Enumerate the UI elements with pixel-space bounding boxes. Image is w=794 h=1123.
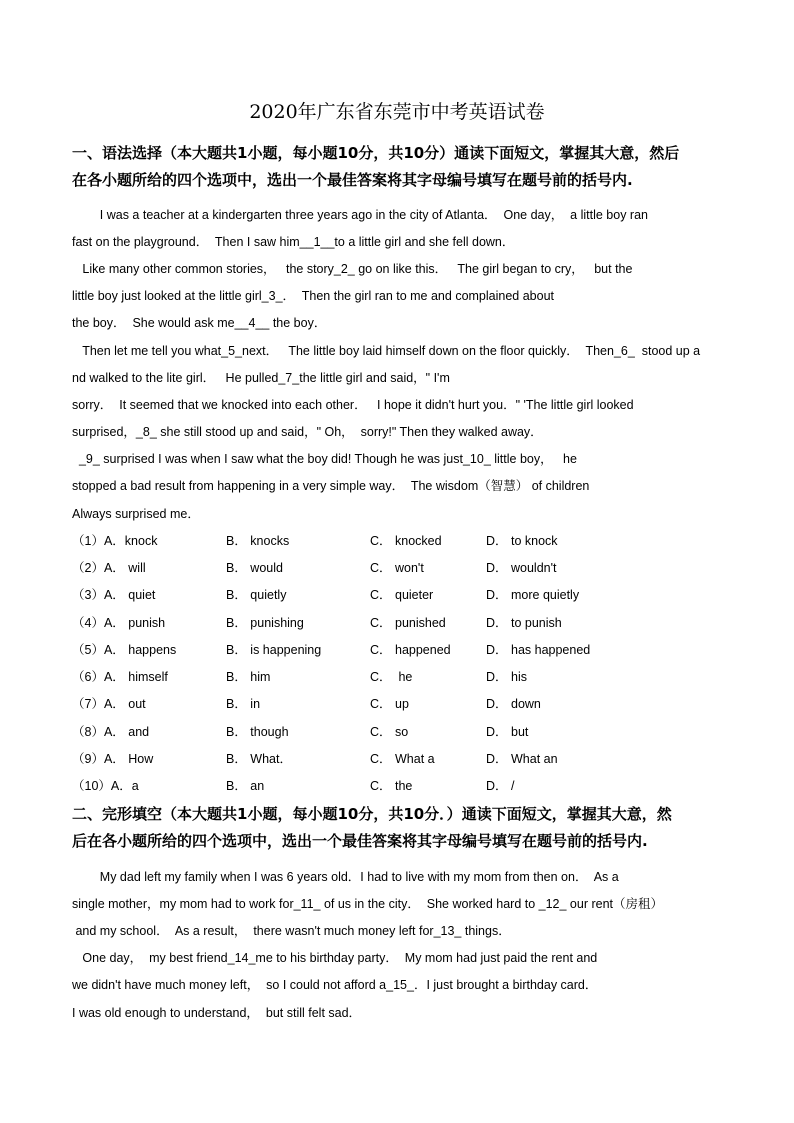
option-d: D． more quietly (486, 588, 580, 602)
option-b: B． punishing (226, 616, 304, 630)
option-d: D． has happened (486, 643, 591, 657)
option-d: D． to knock (486, 534, 558, 548)
passage-line: nd walked to the lite girl． He pulled_7_the little girl and said，" I'm (72, 371, 450, 385)
passage-line: My dad left my family when I was 6 years old．I had to live with my mom from then on． As a (72, 870, 619, 884)
option-a: （10）A．a (72, 779, 139, 793)
option-c: C． he (370, 670, 413, 684)
option-a: （9）A． How (72, 752, 154, 766)
passage-line: we didn't have much money left， so I could not afford a_15_．I just brought a birthday card． (72, 978, 598, 992)
exam-title: 2020年广东省东莞市中考英语试卷 (249, 101, 545, 123)
option-d: D． his (486, 670, 527, 684)
section2-heading-line1: 二、完形填空（本大题共1小题，每小题10分，共10分．）通读下面短文，掌握其大意，然 (72, 805, 672, 823)
option-b: B． knocks (226, 534, 290, 548)
option-d: D． down (486, 697, 541, 711)
passage-line: One day， my best friend_14_me to his birthday party． My mom had just paid the rent and (72, 951, 598, 965)
passage-line: single mother，my mom had to work for_11_ of us in the city． She worked hard to _12_ our rent（房租） (72, 897, 664, 911)
option-a: （2）A． will (72, 561, 146, 575)
passage-line: stopped a bad result from happening in a very simple way． The wisdom（智慧） of children (72, 479, 590, 493)
passage-line: Always surprised me． (72, 507, 200, 521)
section2-heading-line2: 后在各小题所给的四个选项中，选出一个最佳答案将其字母编号填写在题号前的括号内. (72, 832, 648, 850)
option-b: B． in (226, 697, 261, 711)
option-c: C． so (370, 725, 409, 739)
passage-line: fast on the playground． Then I saw him__1__to a little girl and she fell down． (72, 235, 515, 249)
section2-heading (72, 801, 722, 855)
passage-line: surprised，_8_ she still stood up and said，" Oh， sorry!" Then they walked away． (72, 425, 543, 439)
option-a: （6）A． himself (72, 670, 168, 684)
passage-line: sorry． It seemed that we knocked into each other． I hope it didn't hurt you．" 'The little girl looked (72, 398, 634, 412)
option-b: B． an (226, 779, 265, 793)
option-a: （8）A． and (72, 725, 150, 739)
option-c: C． knocked (370, 534, 442, 548)
section1-heading-line1: 一、语法选择（本大题共1小题，每小题10分，共10分）通读下面短文，掌握其大意，然后 (72, 144, 680, 162)
option-a: （5）A． happens (72, 643, 177, 657)
option-c: C． the (370, 779, 413, 793)
option-b: B． quietly (226, 588, 287, 602)
option-a: （7）A． out (72, 697, 146, 711)
option-b: B． is happening (226, 643, 322, 657)
option-b: B． would (226, 561, 283, 575)
option-c: C． up (370, 697, 409, 711)
passage-line: I was a teacher at a kindergarten three years ago in the city of Atlanta． One day， a little boy ran (72, 208, 649, 222)
section1-heading (72, 140, 722, 194)
option-b: B． him (226, 670, 271, 684)
passage-line: Like many other common stories， the story_2_ go on like this． The girl began to cry， but the (72, 262, 633, 276)
option-a: （1）A．knock (72, 534, 158, 548)
option-d: D． / (486, 779, 515, 793)
section1-heading-line2: 在各小题所给的四个选项中，选出一个最佳答案将其字母编号填写在题号前的括号内. (72, 171, 633, 189)
option-a: （3）A． quiet (72, 588, 156, 602)
passage-line: Then let me tell you what_5_next． The little boy laid himself down on the floor quickly． Then_6_ stood up a (72, 344, 701, 358)
passage-line: the boy． She would ask me__4__ the boy． (72, 316, 327, 330)
option-c: C． punished (370, 616, 446, 630)
option-d: D． What an (486, 752, 558, 766)
option-a: （4）A． punish (72, 616, 166, 630)
passage-line: little boy just looked at the little girl_3_． Then the girl ran to me and complained about (72, 289, 554, 303)
option-c: C． What a (370, 752, 435, 766)
option-d: D． wouldn't (486, 561, 557, 575)
option-d: D． to punish (486, 616, 562, 630)
passage-line: I was old enough to understand， but still felt sad． (72, 1006, 362, 1020)
option-c: C． happened (370, 643, 451, 657)
option-b: B． What． (226, 752, 292, 766)
option-b: B． though (226, 725, 289, 739)
passage-line: _9_ surprised I was when I saw what the boy did! Though he was just_10_ little boy， he (72, 452, 577, 466)
passage-line: and my school． As a result， there wasn't much money left for_13_ things． (72, 924, 511, 938)
option-c: C． quieter (370, 588, 434, 602)
option-d: D． but (486, 725, 529, 739)
option-c: C． won't (370, 561, 424, 575)
